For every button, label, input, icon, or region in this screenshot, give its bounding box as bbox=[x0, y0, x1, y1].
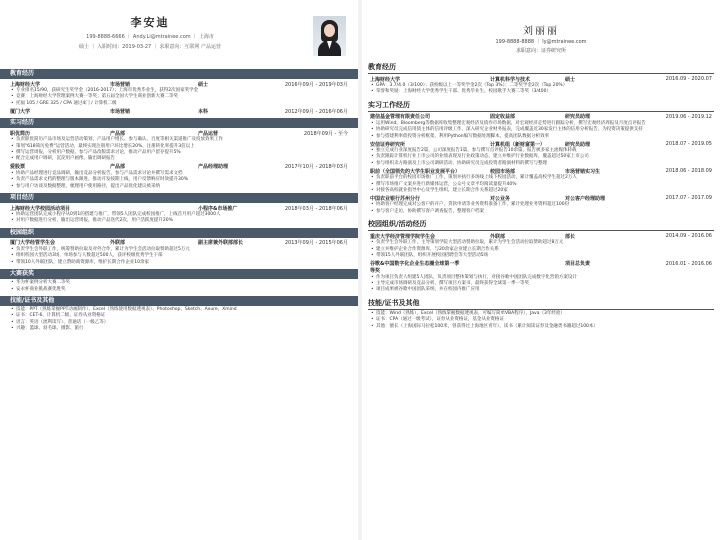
entry-c3: 研究员助理 bbox=[565, 114, 591, 121]
contact-line: 199-8888-6666 ｜ Andy.Li@mtrainee.com ｜ 上海市 bbox=[86, 34, 214, 40]
section-body bbox=[0, 79, 358, 115]
entry-c3: 本科 bbox=[198, 108, 209, 115]
bullet-item: • 华为杯案例分析大赛二等奖 bbox=[10, 280, 348, 286]
bullet-item: • 安永杯商业挑战赛优胜奖 bbox=[10, 287, 348, 293]
entry-c1: 厦门大学经管学生会 bbox=[10, 240, 56, 247]
entry-c1: 安信证券研究所 bbox=[370, 141, 406, 148]
entry-c2: 外联部 bbox=[110, 240, 126, 247]
contact-line: 199-8888-8888 ｜ ly@mtrainee.com bbox=[495, 39, 587, 45]
entry-header bbox=[370, 75, 712, 83]
entry-c1: 重庆大学经济管理学院学生会 bbox=[370, 233, 436, 240]
entry-c3: 硕士 bbox=[565, 76, 576, 83]
entry-c1: 上海财经大学 bbox=[370, 76, 401, 83]
section-title: 大赛获奖 bbox=[0, 269, 358, 279]
bullet-item: • 负责跟踪计算机行业上市公司的业绩表现及行业政策动态，建立并维护行业数据库，覆盖超过50家上市公司 bbox=[370, 154, 712, 160]
entry-c2: 市场营销 bbox=[110, 81, 131, 88]
section-title: 技能/证书及其他 bbox=[0, 296, 358, 306]
bullet-item: • 协助客户经理完成对公客户的开户、贷款申请等业务资料准备工作，累计处理业务资料超过100份 bbox=[370, 202, 712, 208]
section-title: 校园组织 bbox=[0, 228, 358, 238]
entry-header bbox=[370, 113, 712, 121]
section-title: 实习工作经历 bbox=[368, 96, 714, 112]
entry-c4: 2018.07 - 2019.05 bbox=[665, 141, 712, 148]
bullet-item: • 组织校园大型活动3场，单场参与人数超过500人，获评校级优秀学生干部 bbox=[10, 253, 348, 259]
bullet-item: • 协助研究员完成信用债主体的信用评级工作，深入研究企业财务报表，完成覆盖近30家发行主体的信用分析报告，为投资决策提供支持 bbox=[370, 127, 712, 133]
section-body bbox=[362, 231, 720, 293]
entry-c2: 计算机组（新财富第一） bbox=[490, 141, 546, 148]
bullet-item: • 语言：英语（流利读写）、普通话（一级乙等） bbox=[10, 320, 348, 326]
entry-c2: 市场营销 bbox=[110, 108, 131, 115]
header bbox=[0, 0, 358, 66]
bullet-item: • 协助运营团队完成小程序从0到1的搭建与推广，带领5人团队完成校园推广，上线首月用户超过3000人 bbox=[10, 212, 348, 218]
bullet-item: • 策划"618简历免费"运营活动，最终实现注册用户环比增长20%，注册转化率提升3倍以上 bbox=[10, 144, 348, 150]
section-title: 教育经历 bbox=[368, 58, 714, 74]
bullet-item: • 负责职优简历产品市场及运营活动策划，产品用户增长、参与确认、百度等相关渠道推广及投放效果工作 bbox=[10, 137, 348, 143]
entry-c1: 厦门大学 bbox=[10, 108, 31, 115]
entry-c1: 职优简历 bbox=[10, 130, 31, 137]
entry-header bbox=[10, 80, 348, 88]
bullet-item: • 其他：擅长（上海国际马拉松100米，曾获得过上海地区青年），读书（累计阅读证券及金融类书籍超过100本） bbox=[370, 324, 712, 330]
bullet-item: • 负责产品需求文档的整理与版本跟进，推动开发按期上线，用户反馈响应时效提升30% bbox=[10, 177, 348, 183]
entry-c3: 市场营销实习生 bbox=[565, 168, 601, 175]
bullet-item: • 撰写运营周报，分析用户数据，参与产品改版需求讨论，推动产品用户留存提升5% bbox=[10, 150, 348, 156]
entry-c1: 上海财经大学校园活动项目 bbox=[10, 205, 71, 212]
entry-c4: 2013年09月 - 2015年06月 bbox=[284, 240, 348, 247]
bullet-item: • 专业排名15/90，获研究生奖学金（2016-2017）；上海市优秀毕业生，获得2次国家奖学金 bbox=[10, 88, 348, 94]
section-body bbox=[362, 112, 720, 215]
entry-c4: 2012年09月 - 2016年06月 bbox=[284, 108, 348, 115]
section-title: 教育经历 bbox=[0, 69, 358, 79]
section-title: 技能/证书及其他 bbox=[368, 294, 714, 310]
entry-c1: 建信基金管理有限责任公司 bbox=[370, 114, 431, 121]
bullet-item: • 兴趣：篮球、羽毛球、摄影、旅行 bbox=[10, 326, 348, 332]
entry-header bbox=[10, 163, 348, 171]
entry-c3: 对公客户经理助理 bbox=[565, 195, 606, 202]
bullet-item: • 证书：CPA（通过一级考试），证券从业资格证，基金从业资格证 bbox=[370, 317, 712, 323]
entry-c4: 2016.01 - 2016.06 bbox=[665, 260, 712, 267]
entry-c3: 小程序&市场推广 bbox=[198, 205, 238, 212]
entry-c4: 2018.06 - 2018.09 bbox=[665, 168, 712, 175]
entry-c4: 2018年03月 - 2018年06月 bbox=[284, 205, 348, 212]
section-title: 项目经历 bbox=[0, 193, 358, 203]
bullet-item: • GPA：3.7/4.0（3/100）；获校级以上一等奖学金2次（Top 3%）；二等奖学金2次（Top 20%） bbox=[370, 83, 712, 89]
entry-c2: 校园市场部 bbox=[490, 168, 516, 175]
entry-c3: 副主席兼外联部部长 bbox=[198, 240, 244, 247]
entry-c3: 产品经理助理 bbox=[198, 164, 229, 171]
entry-c2: 计算机科学与技术 bbox=[490, 76, 531, 83]
entry-header bbox=[10, 239, 348, 247]
entry-subtitle: 等奖 bbox=[370, 267, 381, 274]
bullet-item: • 配合完成用户调研，沉淀用户画像，输出调研报告 bbox=[10, 156, 348, 162]
bullet-item: • 负责职前平台的校园市场推广工作，策划并执行多场线上线下校园活动，累计覆盖高校学生超过2万人 bbox=[370, 175, 712, 181]
bullet-item: • 对接各高校就业指导中心及学生组织，建立长期合作关系超过20家 bbox=[370, 188, 712, 194]
entry-c4: 2016年09月 - 2019年03月 bbox=[284, 81, 348, 88]
entry-c1: 上海财经大学 bbox=[10, 81, 41, 88]
entry-c2: 外联部 bbox=[490, 233, 506, 240]
candidate-name: 刘丽丽 bbox=[523, 26, 559, 37]
bullet-item: • 荣誉和奖励：上海财经大学优秀学生干部、优秀毕业生、校园歌手大赛二等奖（3/400） bbox=[370, 89, 712, 95]
section-body bbox=[362, 310, 720, 330]
resume-left bbox=[0, 0, 358, 540]
section-body bbox=[0, 279, 358, 293]
meta-line: 求职意向：证券研究所 bbox=[515, 48, 566, 54]
bullet-item: • 对用户数据进行分析，输出运营周报，推动产品迭代2次，用户活跃度提升20% bbox=[10, 218, 348, 224]
entry-c4: 2017年10月 - 2018年03月 bbox=[284, 164, 348, 171]
bullet-item: • 独立完成行业深度报告2篇，公司深度报告1篇，参与撰写点评报告10余篇，报告被多家主流媒体转载 bbox=[370, 148, 712, 154]
bullet-item: • 建立并维护企业合作资源库，与20余家企业建立长期合作关系 bbox=[370, 247, 712, 253]
entry-c3: 硕士 bbox=[198, 81, 209, 88]
bullet-item: • 项目成果被谷歌中国团队采纳，并在校园内推广应用 bbox=[370, 287, 712, 293]
bullet-item: • 负责学生会外联工作，主导策划学院大型活动赞助拉取，累计为学生会活动拉取赞助超过8万元 bbox=[370, 240, 712, 246]
entry-c4: 2018年09月 - 至今 bbox=[303, 130, 348, 137]
bullet-item: • 负责学生会外联工作，统筹赞助拉取及对外合作，累计为学生会活动拉取赞助超过5万元 bbox=[10, 247, 348, 253]
sections bbox=[362, 58, 720, 330]
header bbox=[362, 0, 720, 58]
section-body bbox=[0, 203, 358, 225]
entry-header bbox=[370, 140, 712, 148]
entry-c3: 项目总负责 bbox=[565, 261, 591, 267]
section-title: 校园组织/活动经历 bbox=[368, 215, 714, 231]
bullet-item: • 作为项目负责人组建5人团队，负责项目整体策划与执行，对接谷歌中国团队完成数字化营销方案设计 bbox=[370, 275, 712, 281]
entry-c1: 爱股票 bbox=[10, 164, 26, 171]
bullet-item: • 撰写市场推广文案并进行新媒体运营，公众号文章平均阅读量提升40% bbox=[370, 182, 712, 188]
section-body bbox=[0, 128, 358, 190]
entry-c4: 2016.09 - 2020.07 bbox=[665, 76, 712, 82]
bullet-item: • 运用Wind、Bloomberg等数据库收集整理宏观经济及债券市场数据，对宏观经济走势进行跟踪分析，撰写宏观经济周报及月度点评报告 bbox=[370, 121, 712, 127]
bullet-item: • 参与用户访谈及数据整理，梳理用户使用路径，提出产品优化建议被采纳 bbox=[10, 184, 348, 190]
bullet-item: • 竞赛：上海财经大学管理案例大赛一等奖；第五届全国大学生商业创新大赛二等奖 bbox=[10, 94, 348, 100]
entry-c3: 研究员助理 bbox=[565, 141, 591, 148]
candidate-name: 李安迪 bbox=[130, 16, 170, 29]
meta-line: 硕士 ｜ 入职时间：2019-03-27 ｜ 求职意向：互联网 产品运营 bbox=[78, 44, 221, 50]
entry-header bbox=[10, 204, 348, 212]
bullet-item: • 证书：CET-6、计算机二级、证券从业资格证 bbox=[10, 313, 348, 319]
entry-c2: 产品部 bbox=[110, 164, 126, 171]
bullet-item: • 技能：Wind（熟练），Excel（熟练掌握数据透视表，可编写简单VBA程序），Java（3年经验） bbox=[370, 311, 712, 317]
section-body bbox=[0, 306, 358, 333]
entry-c3: 产品运营 bbox=[198, 130, 219, 137]
bullet-item: • 技能：PPT（熟练掌握PPT动画制作）、Excel（熟练使用数据透视表）、Photoshop、Sketch、Axure、Xmind bbox=[10, 307, 348, 313]
bullet-item: • 协助产品经理进行竞品调研，输出竞品分析报告，参与产品需求讨论并撰写需求文档 bbox=[10, 171, 348, 177]
entry-header bbox=[370, 260, 712, 268]
section-title: 实习经历 bbox=[0, 118, 358, 128]
section-body bbox=[362, 74, 720, 96]
bullet-item: • 带领10人外联团队，建立赞助商资源库，维护长期合作企业10余家 bbox=[10, 260, 348, 266]
entry-c4: 2019.06 - 2019.12 bbox=[665, 113, 712, 120]
profile-photo bbox=[313, 16, 346, 56]
entry-c1: 谷歌&中国数字化企业生态圈全球第一季 bbox=[370, 261, 460, 267]
entry-header bbox=[10, 107, 348, 115]
entry-c2: 固定收益部 bbox=[490, 114, 516, 121]
entry-c4: 2014.09 - 2016.06 bbox=[665, 233, 712, 240]
entry-c3: 部长 bbox=[565, 233, 576, 240]
bullet-item: • 托福 105 / GRE 325 / CPA 通过4门 / 计算机二级 bbox=[10, 101, 348, 107]
bullet-item: • 参与组织卖方路演及上市公司调研活动，协助研究员完成投资者路演材料的撰写与整理 bbox=[370, 161, 712, 167]
entry-c2: 对公业务 bbox=[490, 195, 511, 202]
bullet-item: • 主导完成市场调研及竞品分析，撰写项目方案书，最终获得全球第一季一等奖 bbox=[370, 281, 712, 287]
entry-c1: 中国农业银行苏州分行 bbox=[370, 195, 421, 202]
entry-c1: 职前（全国领先的大学生职业发展平台） bbox=[370, 168, 461, 175]
sections bbox=[0, 69, 358, 333]
resume-right bbox=[362, 0, 720, 540]
entry-c4: 2017.07 - 2017.09 bbox=[665, 195, 712, 202]
section-body bbox=[0, 238, 358, 266]
bullet-item: • 参与客户走访，协助撰写客户调查报告，整理客户档案 bbox=[370, 209, 712, 215]
bullet-item: • 参与搭建利率债投资分析框架，利用Python编写数据处理脚本，提高团队数据分析效率 bbox=[370, 134, 712, 140]
bullet-item: • 带领15人外联团队，组织开展校园招聘会等大型活动5场 bbox=[370, 253, 712, 259]
entry-c2: 产品部 bbox=[110, 130, 126, 137]
